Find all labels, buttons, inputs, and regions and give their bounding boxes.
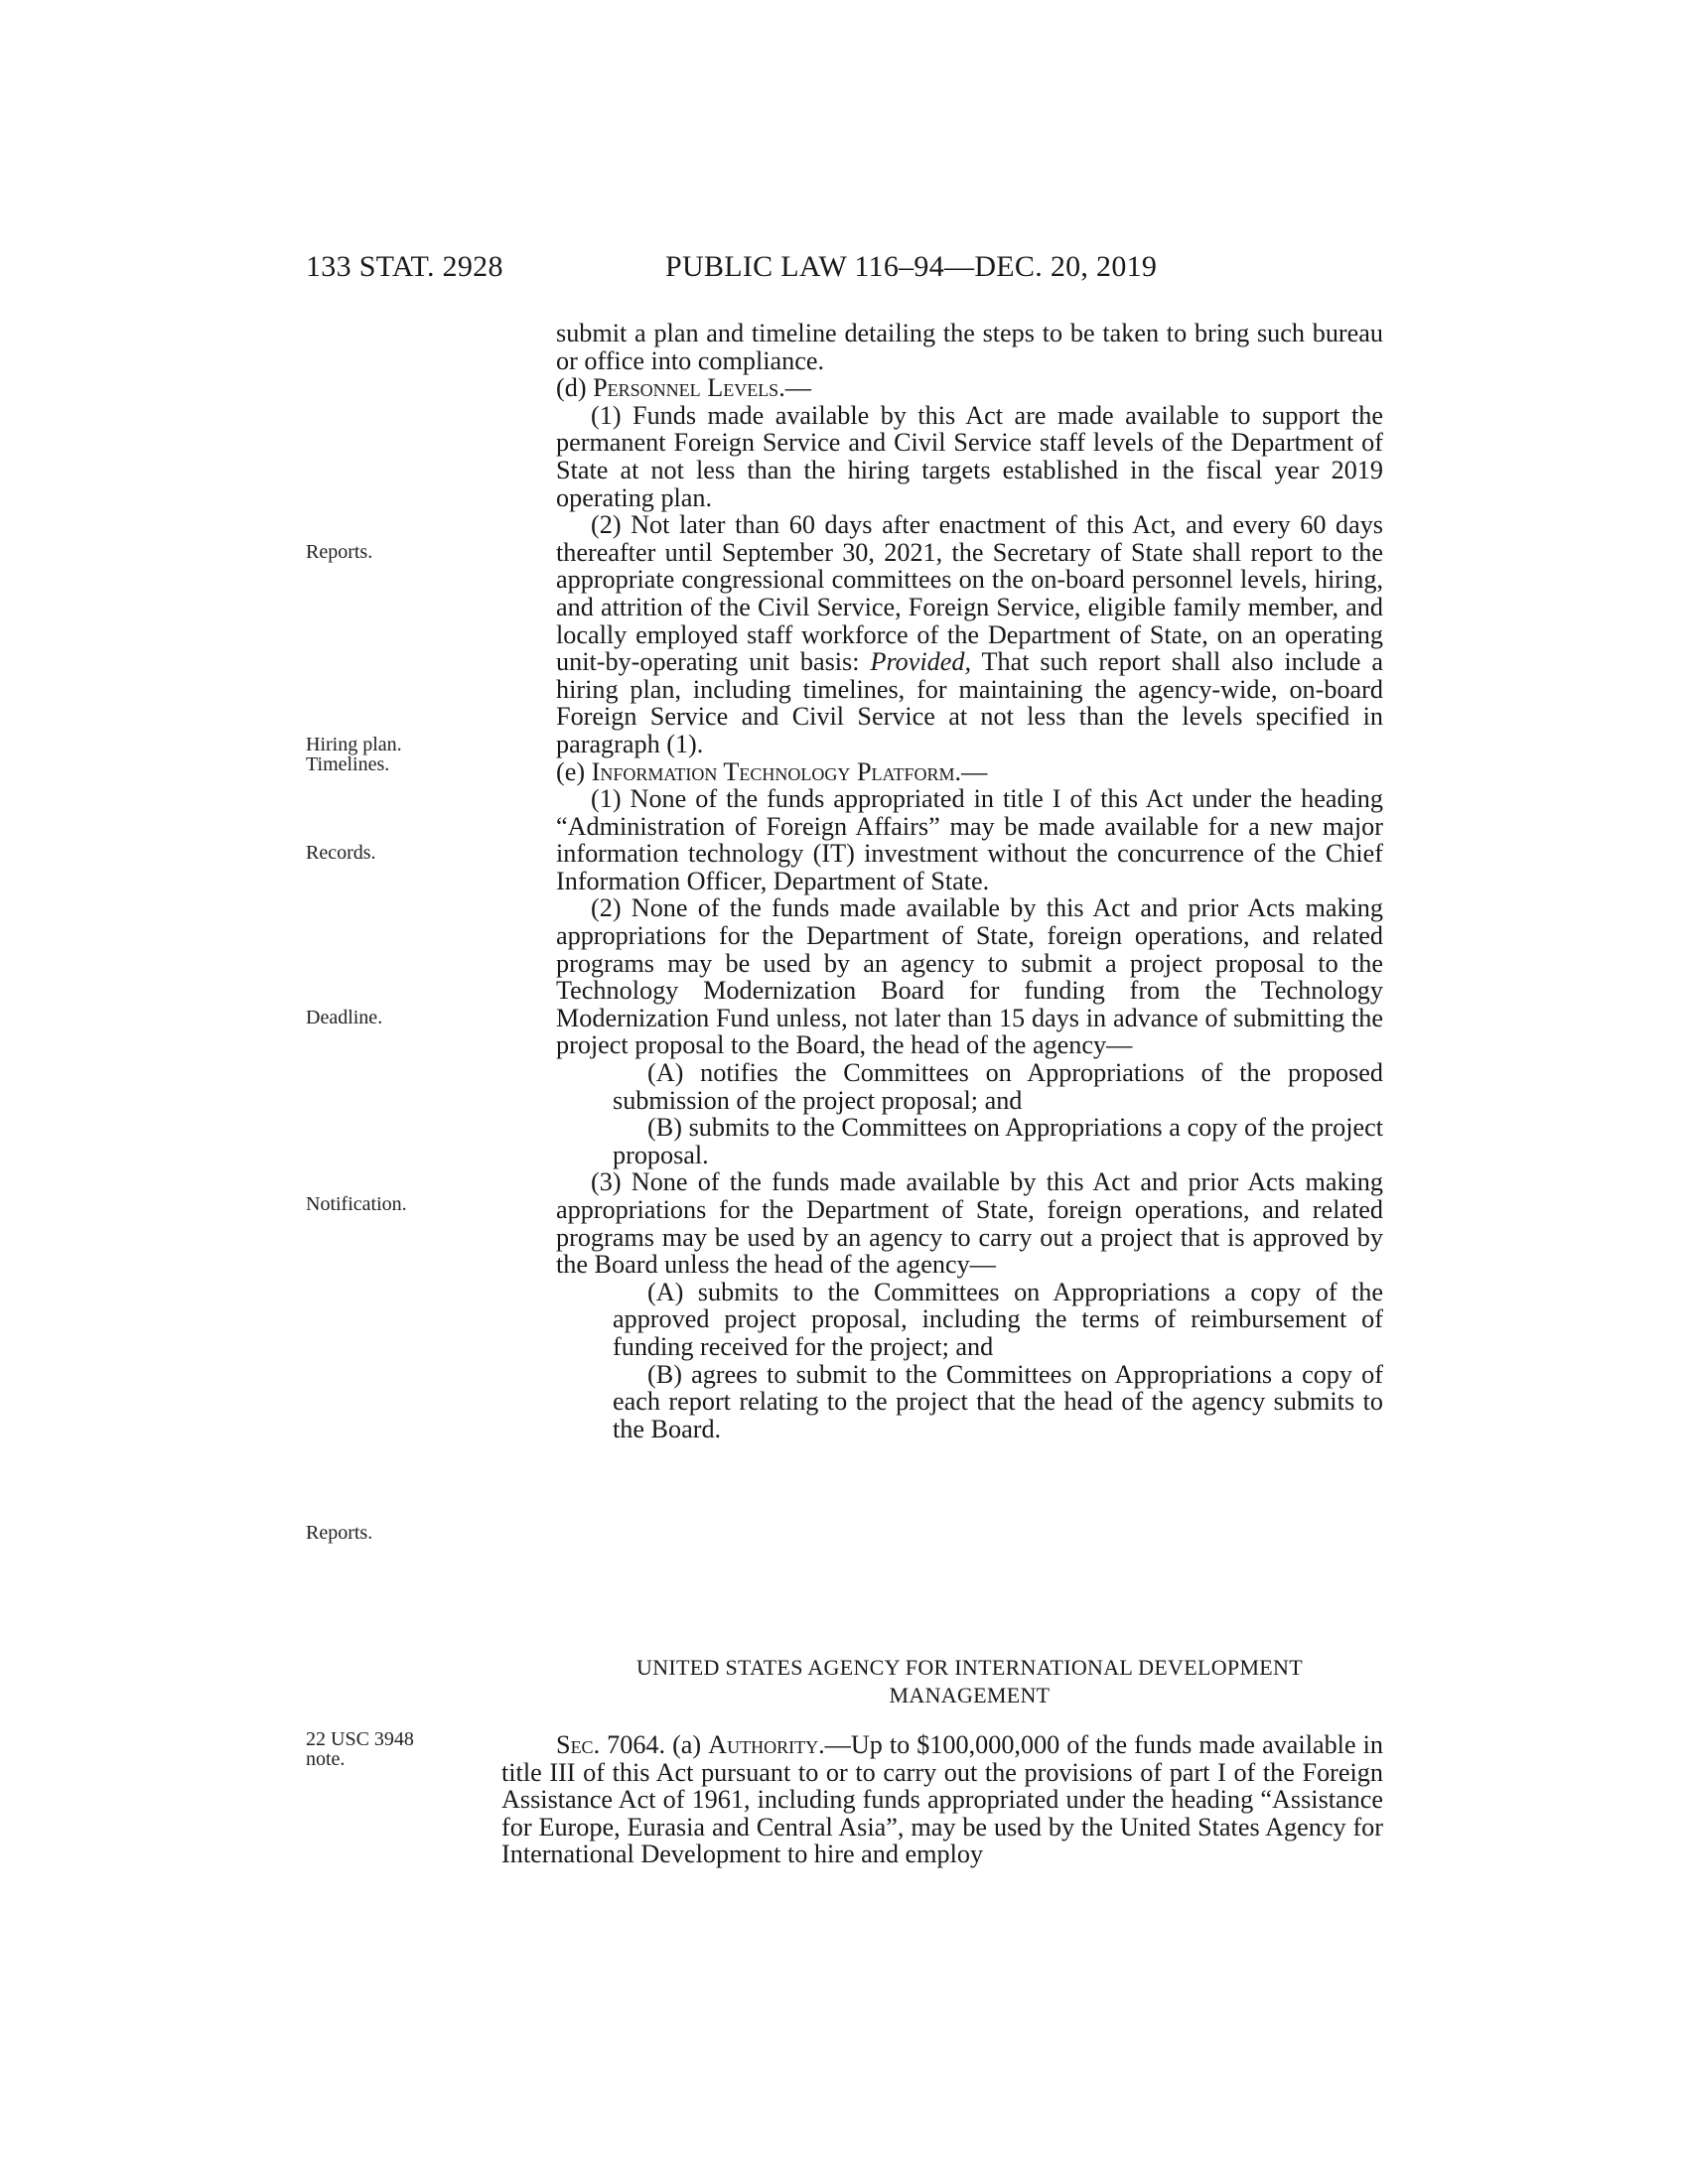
section-7064-text	[501, 1731, 1383, 1868]
page-header	[0, 250, 1688, 286]
paragraph-e1: (1) None of the funds appropriated in title I of this Act under the heading “Administration of Foreign Affairs” may be made available for a new major information technology (IT) investment without the concurrence of the Chief Information Officer, Department of State.	[556, 784, 1383, 895]
section-heading-line-2: MANAGEMENT	[889, 1683, 1051, 1707]
paragraph-continuation: submit a plan and timeline detailing the steps to be taken to bring such bureau or office into compliance.	[556, 319, 1383, 375]
law-title: PUBLIC LAW 116–94—DEC. 20, 2019	[665, 250, 1158, 283]
subsection-d-heading: (d) Personnel Levels.—	[556, 373, 811, 403]
subsection-e-heading: (e) Information Technology Platform.—	[556, 756, 988, 786]
statute-page-number: 133 STAT. 2928	[306, 250, 503, 283]
margin-note-reports-2: Reports.	[306, 1522, 373, 1544]
paragraph-e2: (2) None of the funds made available by this Act and prior Acts making appropriations for the Department of State, foreign operations, and related programs may be used by an agency to submit a project proposal to the Technology Modernization Board for funding from the Technology Modernization Fund unless, not later than 15 days in advance of submitting the project proposal to the Board, the head of the agency—	[556, 893, 1383, 1060]
section-7064-paragraph: Sec. 7064. (a) Authority.—Up to $100,000,000 of the funds made available in title III of this Act pursuant to or to carry out the provisions of part I of the Foreign Assistance Act of 1961, including funds appropriated under the heading “Assistance for Europe, Eurasia and Central Asia”, may be used by the United States Agency for International Development to hire and employ	[501, 1730, 1383, 1869]
section-label: Sec. 7064.	[556, 1730, 666, 1759]
paragraph-e3-b: (B) agrees to submit to the Committees on Appropriations a copy of each report relating to the project that the head of the agency submits to the Board.	[613, 1359, 1383, 1443]
margin-note-timelines: Timelines.	[306, 753, 390, 775]
paragraph-d2: (2) Not later than 60 days after enactment of this Act, and every 60 days thereafter until September 30, 2021, the Secretary of State shall report to the appropriate congressional committees on the on-board personnel levels, hiring, and attrition of the Civil Service, Foreign Service, eligible family member, and locally employed staff workforce of the Department of State, on an operating unit-by-operating unit basis: Provided, That such report shall also include a hiring plan, including timelines, for maintaining the agency-wide, on-board Foreign Service and Civil Service at not less than the levels specified in paragraph (1).	[556, 510, 1383, 758]
paragraph-d1: (1) Funds made available by this Act are made available to support the permanent Foreign Service and Civil Service staff levels of the Department of State at not less than the hiring targets established in the fiscal year 2019 operating plan.	[556, 400, 1383, 512]
margin-note-notification: Notification.	[306, 1193, 407, 1215]
margin-note-reports: Reports.	[306, 541, 373, 563]
section-heading	[556, 1654, 1383, 1709]
section-heading-line-1: UNITED STATES AGENCY FOR INTERNATIONAL DEVELOPMENT	[636, 1655, 1303, 1680]
margin-note-deadline: Deadline.	[306, 1007, 383, 1028]
body-text	[556, 320, 1383, 1442]
margin-note-hiring-plan: Hiring plan.	[306, 734, 402, 755]
margin-note-usc-citation: 22 USC 3948	[306, 1728, 414, 1750]
margin-note-usc-note: note.	[306, 1748, 346, 1770]
subsection-a-heading: Authority.	[708, 1730, 825, 1759]
margin-note-records: Records.	[306, 842, 376, 864]
paragraph-e3-a: (A) submits to the Committees on Appropriations a copy of the approved project proposal, including the terms of reimbursement of funding received for the project; and	[613, 1277, 1383, 1361]
paragraph-e2-a: (A) notifies the Committees on Appropriations of the proposed submission of the project proposal; and	[613, 1058, 1383, 1115]
paragraph-e2-b: (B) submits to the Committees on Appropriations a copy of the project proposal.	[613, 1113, 1383, 1169]
paragraph-e3: (3) None of the funds made available by this Act and prior Acts making appropriations for the Department of State, foreign operations, and related programs may be used by an agency to carry out a project that is approved by the Board unless the head of the agency—	[556, 1167, 1383, 1280]
